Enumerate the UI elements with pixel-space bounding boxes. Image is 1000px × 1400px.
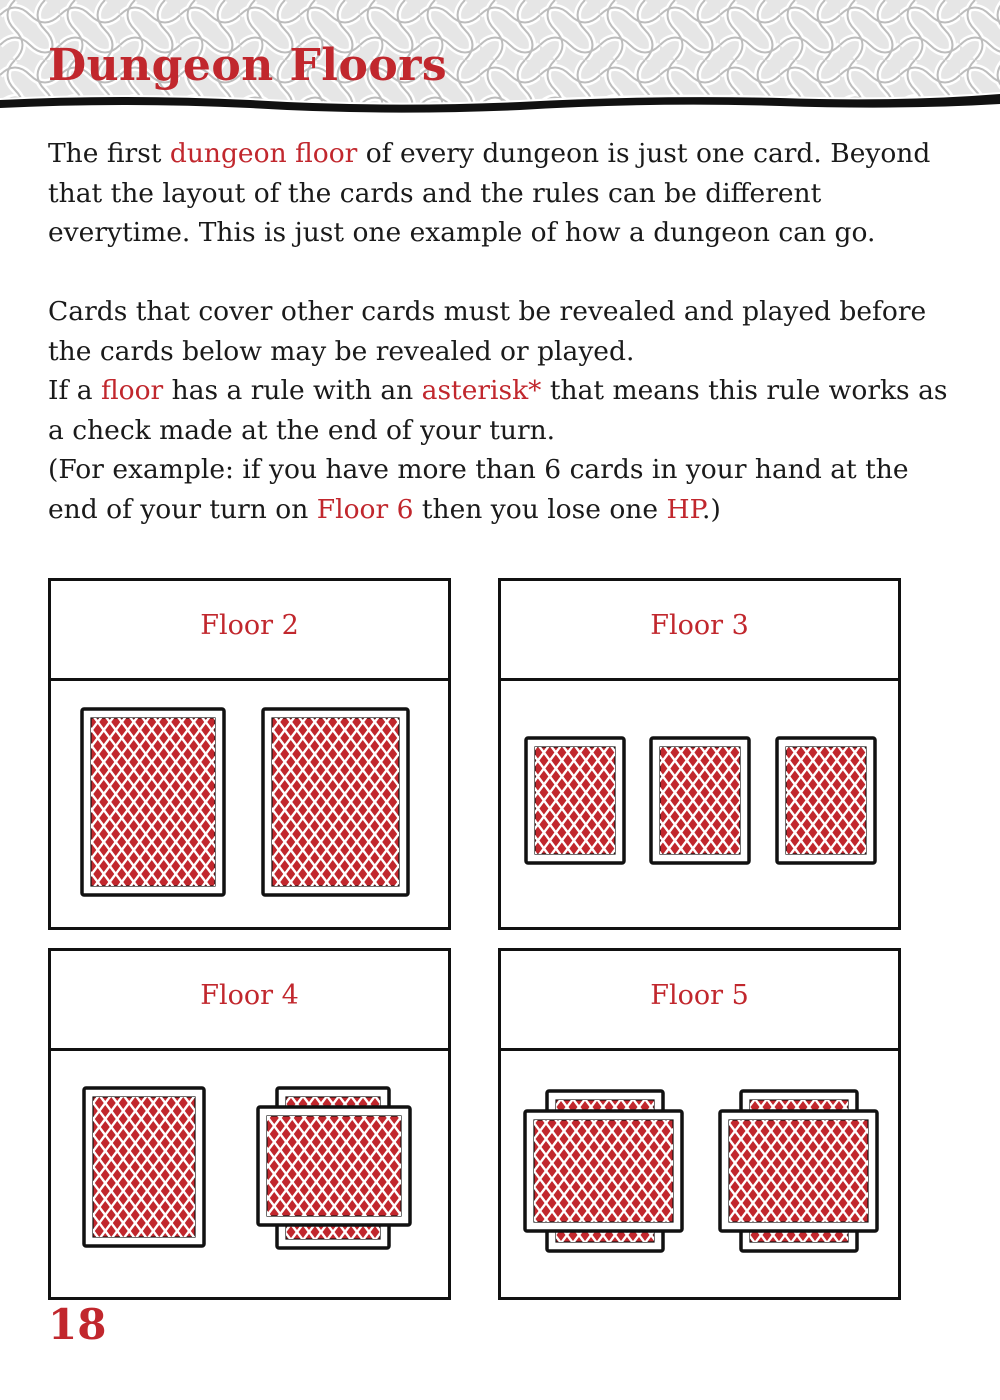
floor-5-title: Floor 5 (501, 951, 898, 1051)
floor-4-title: Floor 4 (51, 951, 448, 1051)
example-paragraph (48, 450, 948, 529)
keyword-floor-6: Floor 6 (316, 493, 414, 525)
paragraph-gap (48, 253, 948, 293)
keyword-asterisk: asterisk* (421, 375, 542, 406)
floor-3-panel (498, 578, 901, 930)
floor-4-panel (48, 948, 451, 1300)
keyword-hp: HP (666, 493, 703, 525)
rules-text (48, 134, 948, 529)
text-span: The first (48, 138, 170, 169)
text-span: .) (702, 493, 721, 525)
floor-3-title: Floor 3 (501, 581, 898, 681)
text-span: then you lose one (413, 493, 667, 525)
page-number: 18 (48, 1300, 107, 1349)
cover-rule-paragraph: Cards that cover other cards must be revealed and played before the cards below may be revealed or played. (48, 296, 927, 367)
text-span: (For example: if you have more than 6 cards in your hand at the end of your turn on (48, 454, 909, 525)
floor-2-title: Floor 2 (51, 581, 448, 681)
floor-4-cards (51, 1051, 448, 1297)
floor-5-cards (501, 1051, 898, 1297)
floor-2-panel (48, 578, 451, 930)
text-span: that means this rule works as a check made at the end of your turn. (48, 375, 948, 446)
intro-paragraph (48, 134, 948, 253)
floor-3-cards (501, 681, 898, 927)
asterisk-rule-paragraph (48, 371, 948, 450)
text-span: has a rule with an (163, 375, 422, 406)
text-span: of every dungeon is just one card. Beyond that the layout of the cards and the rules can be different everytime. This is just one example of how a dungeon can go. (48, 138, 931, 248)
floor-5-panel (498, 948, 901, 1300)
keyword-floor: floor (100, 375, 164, 406)
keyword-dungeon-floor: dungeon floor (169, 138, 358, 169)
page-title: Dungeon Floors (48, 40, 448, 91)
floor-2-cards (51, 681, 448, 927)
text-span: If a (48, 375, 101, 406)
